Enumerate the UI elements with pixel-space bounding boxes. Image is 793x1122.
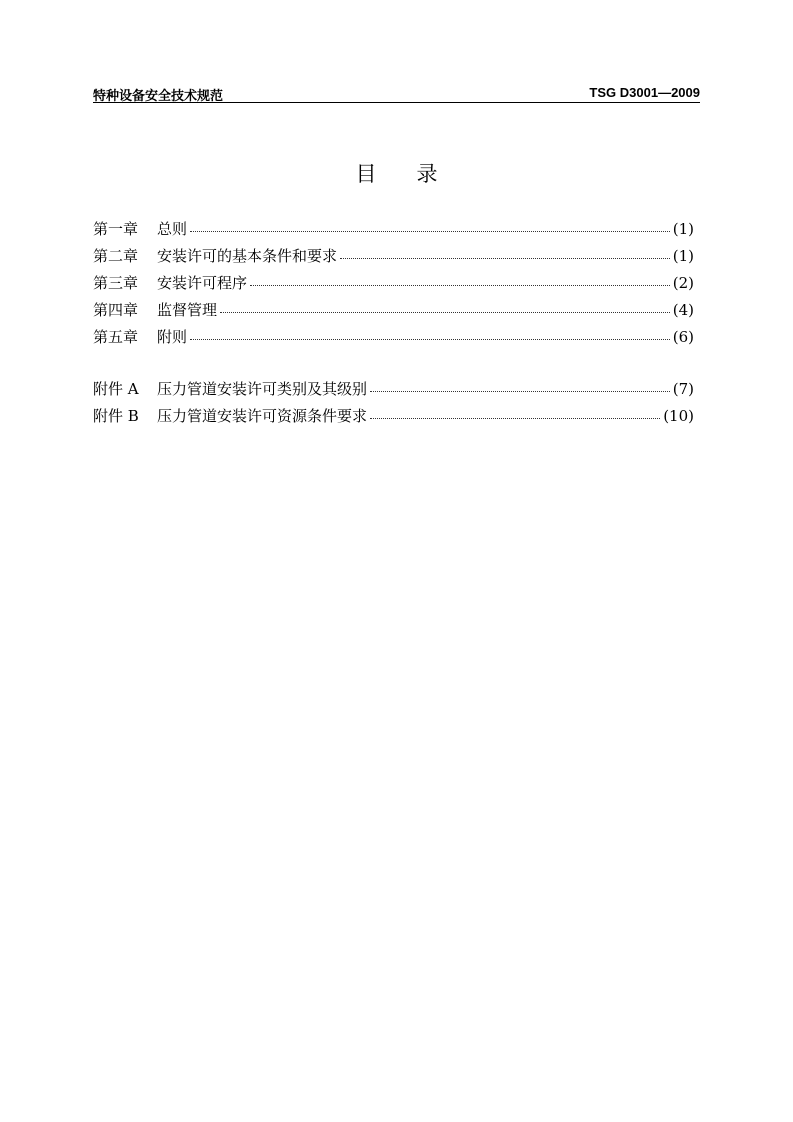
toc-entry-label: 安装许可的基本条件和要求 — [157, 247, 338, 265]
toc-entry-page: (6) — [672, 327, 694, 346]
toc-leader-dots — [370, 390, 670, 392]
toc-entry[interactable] — [93, 402, 694, 429]
toc-entry-number: 第四章 — [93, 301, 139, 319]
toc-entry-page: (1) — [672, 246, 694, 265]
toc-entry-page: (7) — [672, 379, 694, 398]
header-standard-code: TSG D3001—2009 — [589, 85, 700, 100]
toc-entry[interactable] — [93, 242, 694, 269]
toc-entry-label: 附则 — [157, 328, 188, 346]
toc-entry-label: 监督管理 — [157, 301, 218, 319]
toc-entry-number: 第三章 — [93, 274, 139, 292]
toc-entry-page: (2) — [672, 273, 694, 292]
page-title: 目录 — [355, 162, 478, 186]
toc-entry-number: 附件 A — [93, 380, 139, 398]
toc-leader-dots — [370, 417, 660, 419]
toc-leader-dots — [340, 257, 670, 259]
toc-entry-page: (4) — [672, 300, 694, 319]
page-header — [93, 84, 700, 103]
toc-leader-dots — [190, 230, 670, 232]
toc-entry[interactable] — [93, 296, 694, 323]
toc-leader-dots — [220, 311, 670, 313]
toc-entry-number: 第五章 — [93, 328, 139, 346]
toc-entry-number: 附件 B — [93, 407, 139, 425]
toc-entry[interactable] — [93, 215, 694, 242]
toc-chapters — [93, 215, 694, 350]
toc-entry-label: 安装许可程序 — [157, 274, 248, 292]
toc-leader-dots — [250, 284, 670, 286]
toc-entry-number: 第二章 — [93, 247, 139, 265]
toc-entry-label: 总则 — [157, 220, 188, 238]
toc-entry[interactable] — [93, 375, 694, 402]
toc-entry[interactable] — [93, 323, 694, 350]
toc-entry-page: (10) — [663, 406, 694, 425]
toc-entry-number: 第一章 — [93, 220, 139, 238]
toc-entry-label: 压力管道安装许可类别及其级别 — [157, 380, 368, 398]
toc-entry-page: (1) — [672, 219, 694, 238]
toc-entry[interactable] — [93, 269, 694, 296]
header-series-title: 特种设备安全技术规范 — [93, 89, 224, 104]
toc-leader-dots — [190, 338, 670, 340]
toc-entry-label: 压力管道安装许可资源条件要求 — [157, 407, 368, 425]
toc-appendices — [93, 375, 694, 429]
